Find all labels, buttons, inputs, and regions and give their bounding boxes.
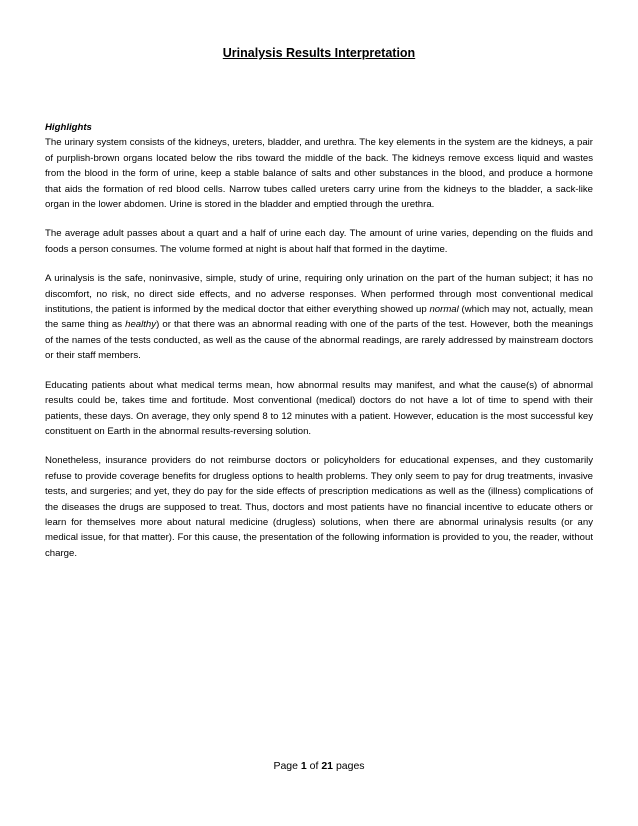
footer-of-word: of xyxy=(309,760,319,772)
highlights-heading: Highlights xyxy=(45,122,92,133)
paragraph-urinalysis xyxy=(45,271,593,363)
page-title: Urinalysis Results Interpretation xyxy=(222,46,416,60)
footer-current-page: 1 xyxy=(300,760,307,772)
paragraph-urine-volume: The average adult passes about a quart and a half of urine each day. The amount of urine varies, depending on the fluids and foods a person consumes. The volume formed at night is about half that formed in the daytime. xyxy=(45,228,593,255)
page-number-footer xyxy=(0,760,638,772)
document-body xyxy=(45,120,593,575)
paragraph-urinary-system: The urinary system consists of the kidneys, ureters, bladder, and urethra. The key elements in the system are the kidneys, a pair of purplish-brown organs located below the ribs toward the middle of the back. The kidneys remove excess liquid and wastes from the blood in the form of urine, keep a stable balance of salts and other substances in the blood, and produce a hormone that aids the formation of red blood cells. Narrow tubes called ureters carry urine from the kidneys to the bladder, a sack-like organ in the lower abdomen. Urine is stored in the bladder and emptied through the urethra. xyxy=(45,137,593,211)
emphasis-normal: normal xyxy=(429,304,459,316)
paragraph-urinalysis-part-c: ) or that there was an abnormal reading with one of the parts of the test. However, both the meanings of the names of the tests conducted, as well as the cause of the abnormal readings, are rarely addressed by mainstream doctors or their staff members. xyxy=(45,319,593,362)
paragraph-urinalysis-part-a: A urinalysis is the safe, noninvasive, simple, study of urine, requiring only urination on the part of the human subject; it has no discomfort, no risk, no direct side effects, and no adverse responses. When performed through most conventional medical institutions, the patient is informed by the medical doctor that either everything showed up xyxy=(45,273,593,316)
footer-page-word: Page xyxy=(273,760,298,772)
paragraph-insurance: Nonetheless, insurance providers do not reimburse doctors or policyholders for educational expenses, and they customarily refuse to provide coverage benefits for drugless options to health problems. They only seem to pay for drug treatments, invasive tests, and surgeries; and yet, they do pay for the side effects of prescription medications as well as the (illness) complications of the diseases the drugs are supposed to treat. Thus, doctors and most patients have no financial incentive to educate others or learn for themselves more about natural medicine (drugless) solutions, when there are abnormal urinalysis results (or any medical issue, for that matter). For this cause, the presentation of the following information is provided to you, the reader, without charge. xyxy=(45,455,593,559)
footer-total-pages: 21 xyxy=(321,760,334,772)
paragraph-educating-patients: Educating patients about what medical terms mean, how abnormal results may manifest, and what the cause(s) of abnormal results could be, takes time and fortitude. Most conventional (medical) doctors do not have a lot of time to spend with their patients, these days. On average, they only spend 8 to 12 minutes with a patient. However, education is the most successful key constituent on Earth in the abnormal results-reversing solution. xyxy=(45,379,593,437)
emphasis-healthy: healthy xyxy=(125,319,157,331)
paragraph-urinalysis-part-b: (which may not, actually, mean the same thing as xyxy=(45,304,593,331)
footer-pages-word: pages xyxy=(335,760,365,772)
